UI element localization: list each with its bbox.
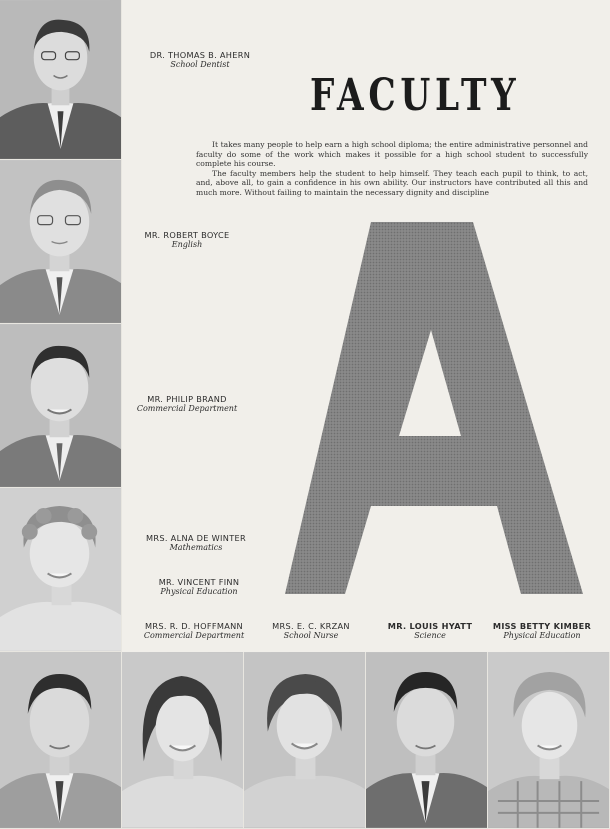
faculty-role: Physical Education (503, 631, 581, 641)
faculty-name: MRS. E. C. KRZAN (272, 621, 350, 631)
intro-paragraph: The faculty members help the student to help himself. They teach each pupil to think, to act, and, above all, to gain a confidence in his own ability. Our instructors have contributed all this and much more. Without failing to maintain the necessary dignity and discipline (196, 168, 588, 197)
page-title: FACULTY (310, 70, 521, 121)
faculty-name: MR. ROBERT BOYCE (144, 230, 230, 240)
faculty-name: MRS. R. D. HOFFMANN (145, 621, 243, 631)
faculty-role: School Nurse (283, 631, 339, 641)
portrait-photo-finn (0, 652, 122, 829)
portrait-photo-hyatt (366, 652, 488, 829)
faculty-role: English (171, 240, 203, 250)
decorative-letter-a (285, 222, 583, 594)
faculty-name: MISS BETTY KIMBER (492, 621, 592, 631)
faculty-name: MR. PHILIP BRAND (147, 394, 227, 404)
faculty-role: Science (414, 631, 446, 641)
faculty-name: MR. LOUIS HYATT (387, 621, 473, 631)
faculty-caption-kimber (486, 622, 598, 641)
portrait-photo-de-winter (0, 488, 122, 652)
faculty-caption-ahern (138, 51, 262, 70)
faculty-caption-finn (140, 578, 258, 597)
faculty-role: Commercial Department (136, 404, 238, 414)
faculty-caption-krzan (258, 622, 364, 641)
portrait-photo-ahern (0, 0, 122, 160)
faculty-name: MR. VINCENT FINN (158, 577, 240, 587)
portrait-photo-krzan (244, 652, 366, 829)
portrait-photo-kimber (488, 652, 610, 829)
faculty-role: Physical Education (160, 587, 238, 597)
faculty-role: Mathematics (169, 543, 223, 553)
faculty-caption-hoffmann (130, 622, 258, 641)
intro-text (196, 140, 588, 198)
faculty-role: School Dentist (170, 60, 230, 70)
portrait-photo-boyce (0, 160, 122, 324)
faculty-name: DR. THOMAS B. AHERN (149, 50, 251, 60)
faculty-caption-boyce (132, 231, 242, 250)
faculty-caption-hyatt (374, 622, 486, 641)
faculty-name: MRS. ALNA DE WINTER (146, 533, 246, 543)
intro-paragraph: It takes many people to help earn a high school diploma; the entire administrative personnel and faculty do some of the work which makes it possible for a high school student to successfully complete his course. (196, 140, 588, 169)
faculty-role: Commercial Department (143, 631, 245, 641)
portrait-photo-brand (0, 324, 122, 488)
portrait-photo-hoffmann (122, 652, 244, 829)
faculty-caption-de-winter (134, 534, 258, 553)
faculty-caption-brand (130, 395, 244, 414)
